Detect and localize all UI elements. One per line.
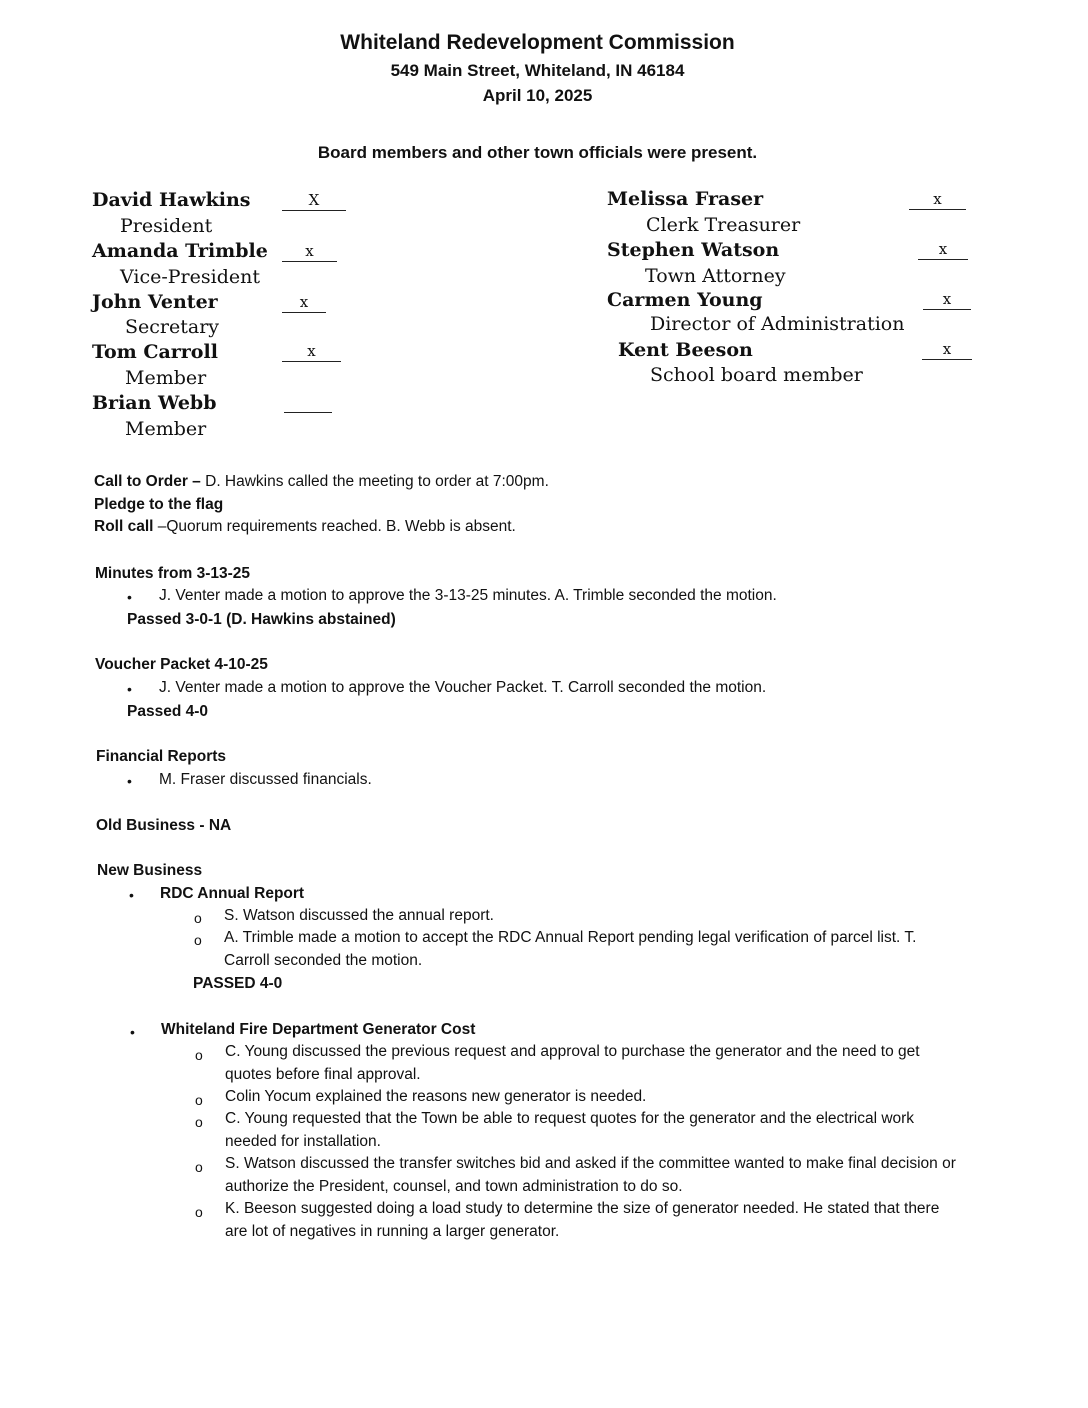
- bullet-icon: •: [130, 1024, 135, 1040]
- generator-line: quotes before final approval.: [225, 1066, 421, 1083]
- voucher-motion: J. Venter made a motion to approve the Voucher Packet. T. Carroll seconded the motion.: [159, 679, 767, 696]
- generator-line: S. Watson discussed the transfer switches bid and asked if the committee wanted to make final decision or: [225, 1155, 956, 1172]
- org-title: Whiteland Redevelopment Commission: [340, 31, 735, 54]
- attendance-mark: x: [918, 240, 968, 260]
- circle-bullet-icon: o: [195, 1114, 203, 1130]
- minutes-result: Passed 3-0-1 (D. Hawkins abstained): [127, 611, 396, 628]
- attendance-mark: [284, 393, 332, 413]
- attendance-mark: x: [909, 190, 966, 210]
- meeting-date: April 10, 2025: [482, 86, 593, 105]
- official-role: Clerk Treasurer: [646, 214, 801, 236]
- circle-bullet-icon: o: [195, 1047, 203, 1063]
- present-statement: Board members and other town officials were present.: [317, 143, 758, 162]
- bullet-icon: •: [127, 681, 132, 697]
- rdc-item-cont: Carroll seconded the motion.: [224, 952, 423, 969]
- generator-line: Colin Yocum explained the reasons new generator is needed.: [225, 1088, 647, 1105]
- member-name: Amanda Trimble: [92, 240, 268, 262]
- rdc-report-title: RDC Annual Report: [160, 885, 305, 902]
- official-role: Town Attorney: [645, 265, 786, 287]
- attendance-mark: x: [282, 242, 337, 262]
- official-name: Kent Beeson: [618, 339, 753, 361]
- member-name: David Hawkins: [92, 189, 251, 211]
- pledge-to-flag: Pledge to the flag: [94, 496, 224, 513]
- circle-bullet-icon: o: [195, 1092, 203, 1108]
- generator-line: authorize the President, counsel, and town administration to do so.: [225, 1178, 683, 1195]
- voucher-heading: Voucher Packet 4-10-25: [95, 656, 268, 673]
- official-name: Melissa Fraser: [607, 188, 764, 210]
- rdc-result: PASSED 4-0: [193, 975, 283, 992]
- member-role: Vice-President: [120, 266, 260, 288]
- member-name: Brian Webb: [92, 392, 217, 414]
- roll-call: [94, 518, 516, 536]
- voucher-result: Passed 4-0: [127, 703, 208, 720]
- circle-bullet-icon: o: [194, 932, 202, 948]
- member-role: Secretary: [125, 316, 220, 338]
- member-name: Tom Carroll: [92, 341, 218, 363]
- official-role: School board member: [650, 364, 863, 386]
- call-to-order: [94, 473, 549, 491]
- generator-line: K. Beeson suggested doing a load study to determine the size of generator needed. He stated that there: [225, 1200, 940, 1217]
- bullet-icon: •: [129, 887, 134, 903]
- official-role: Director of Administration: [650, 313, 905, 335]
- bullet-icon: •: [127, 589, 132, 605]
- attendance-mark: x: [282, 293, 326, 313]
- generator-line: needed for installation.: [225, 1133, 381, 1150]
- circle-bullet-icon: o: [194, 910, 202, 926]
- generator-title: Whiteland Fire Department Generator Cost: [161, 1021, 476, 1038]
- rdc-item: A. Trimble made a motion to accept the RDC Annual Report pending legal verification of parcel list. T.: [224, 929, 917, 946]
- official-name: Carmen Young: [607, 289, 763, 311]
- bullet-icon: •: [127, 773, 132, 789]
- attendance-mark: x: [923, 290, 971, 310]
- circle-bullet-icon: o: [195, 1204, 203, 1220]
- old-business: Old Business - NA: [96, 817, 232, 834]
- org-address: 549 Main Street, Whiteland, IN 46184: [390, 61, 685, 80]
- member-role: President: [120, 215, 213, 237]
- financial-heading: Financial Reports: [96, 748, 227, 765]
- roll-call-text: –Quorum requirements reached. B. Webb is absent.: [153, 518, 516, 535]
- call-to-order-text: D. Hawkins called the meeting to order at 7:00pm.: [200, 473, 549, 490]
- member-role: Member: [125, 367, 207, 389]
- attendance-mark: x: [282, 342, 341, 362]
- circle-bullet-icon: o: [195, 1159, 203, 1175]
- generator-line: C. Young requested that the Town be able to request quotes for the generator and the electrical work: [225, 1110, 915, 1127]
- call-to-order-label: Call to Order –: [94, 473, 201, 490]
- new-business-heading: New Business: [97, 862, 203, 879]
- generator-line: C. Young discussed the previous request and approval to purchase the generator and the need to get: [225, 1043, 920, 1060]
- official-name: Stephen Watson: [607, 239, 780, 261]
- member-role: Member: [125, 418, 207, 440]
- financial-item: M. Fraser discussed financials.: [159, 771, 372, 788]
- minutes-motion: J. Venter made a motion to approve the 3-13-25 minutes. A. Trimble seconded the motion.: [159, 587, 777, 604]
- roll-call-label: Roll call: [94, 518, 154, 535]
- generator-line: are lot of negatives in running a larger generator.: [225, 1223, 560, 1240]
- member-name: John Venter: [92, 291, 218, 313]
- attendance-mark: X: [282, 191, 346, 211]
- minutes-heading: Minutes from 3-13-25: [95, 565, 251, 582]
- attendance-mark: x: [922, 340, 972, 360]
- rdc-item: S. Watson discussed the annual report.: [224, 907, 494, 924]
